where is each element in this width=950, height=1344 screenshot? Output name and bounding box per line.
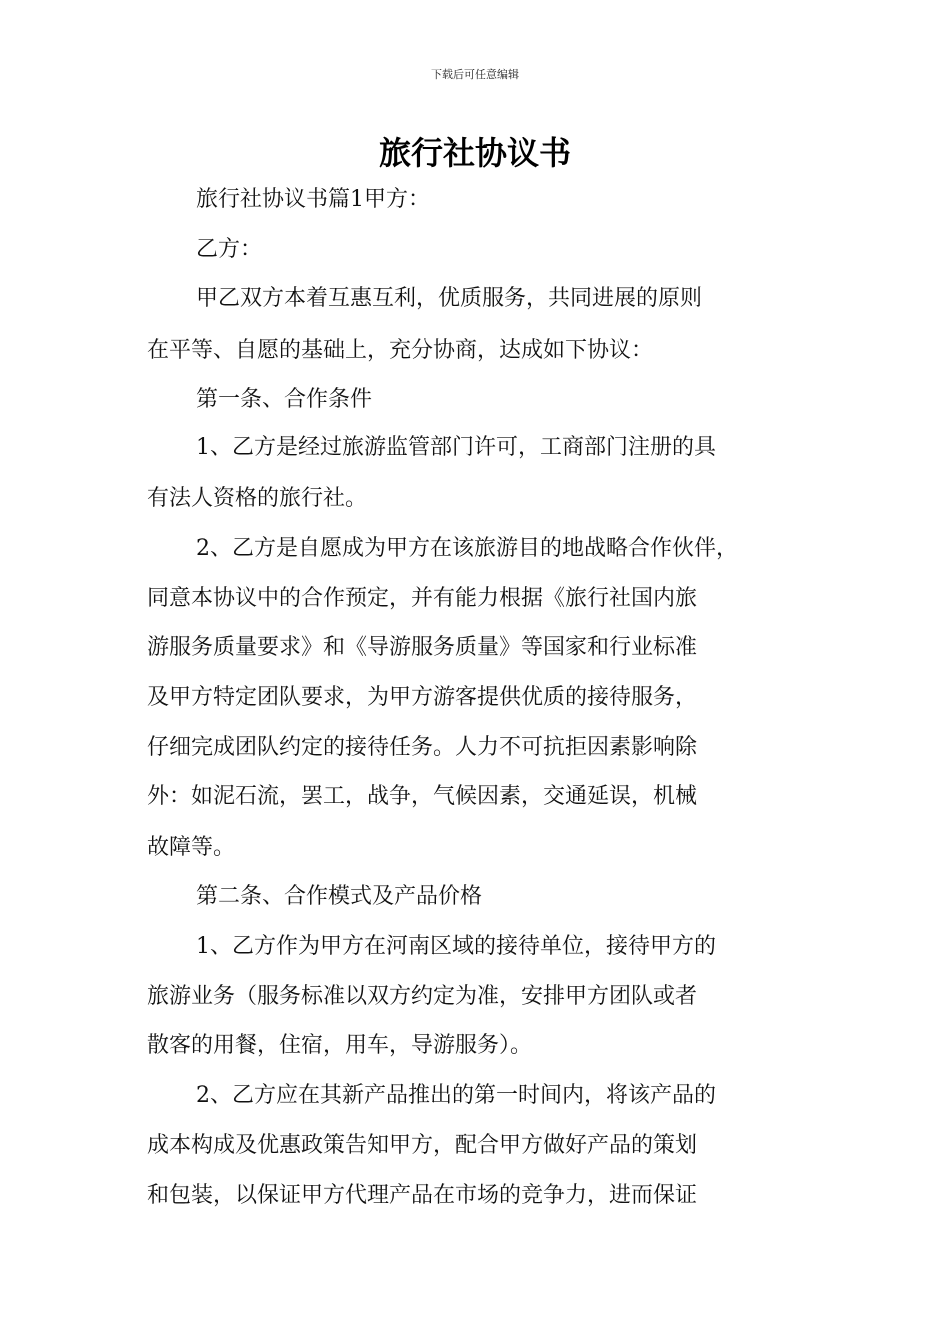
paragraph-line: 同意本协议中的合作预定，并有能力根据《旅行社国内旅 [147,586,698,611]
paragraph-line: 有法人资格的旅行社。 [147,486,368,511]
paragraph-line: 乙方： [196,237,263,262]
paragraph-line: 2、乙方应在其新产品推出的第一时间内，将该产品的 [196,1083,716,1108]
section-heading: 第一条、合作条件 [196,387,373,412]
paragraph-line: 1、乙方作为甲方在河南区域的接待单位，接待甲方的 [196,934,716,959]
header-note: 下载后可任意编辑 [431,68,519,81]
paragraph-line: 成本构成及优惠政策告知甲方，配合甲方做好产品的策划 [147,1133,698,1158]
paragraph-line: 甲乙双方本着互惠互利，优质服务，共同进展的原则 [196,286,703,311]
paragraph-line: 及甲方特定团队要求，为甲方游客提供优质的接待服务， [147,685,698,710]
document-title: 旅行社协议书 [378,134,571,172]
paragraph-line: 2、乙方是自愿成为甲方在该旅游目的地战略合作伙伴， [196,536,738,561]
paragraph-line: 和包装，以保证甲方代理产品在市场的竞争力，进而保证 [147,1183,698,1208]
paragraph-line: 1、乙方是经过旅游监管部门许可，工商部门注册的具 [196,435,716,460]
paragraph-line: 散客的用餐，住宿，用车，导游服务）。 [147,1033,533,1058]
paragraph-line: 故障等。 [147,835,236,860]
paragraph-line: 旅行社协议书篇1甲方： [196,187,430,212]
paragraph-line: 游服务质量要求》和《导游服务质量》等国家和行业标准 [147,635,698,660]
paragraph-line: 仔细完成团队约定的接待任务。人力不可抗拒因素影响除 [147,735,698,760]
paragraph-line: 旅游业务（服务标准以双方约定为准，安排甲方团队或者 [147,984,698,1009]
paragraph-line: 在平等、自愿的基础上，充分协商，达成如下协议： [147,338,654,363]
paragraph-line: 外：如泥石流，罢工，战争，气候因素，交通延误，机械 [147,784,698,809]
section-heading: 第二条、合作模式及产品价格 [196,884,483,909]
